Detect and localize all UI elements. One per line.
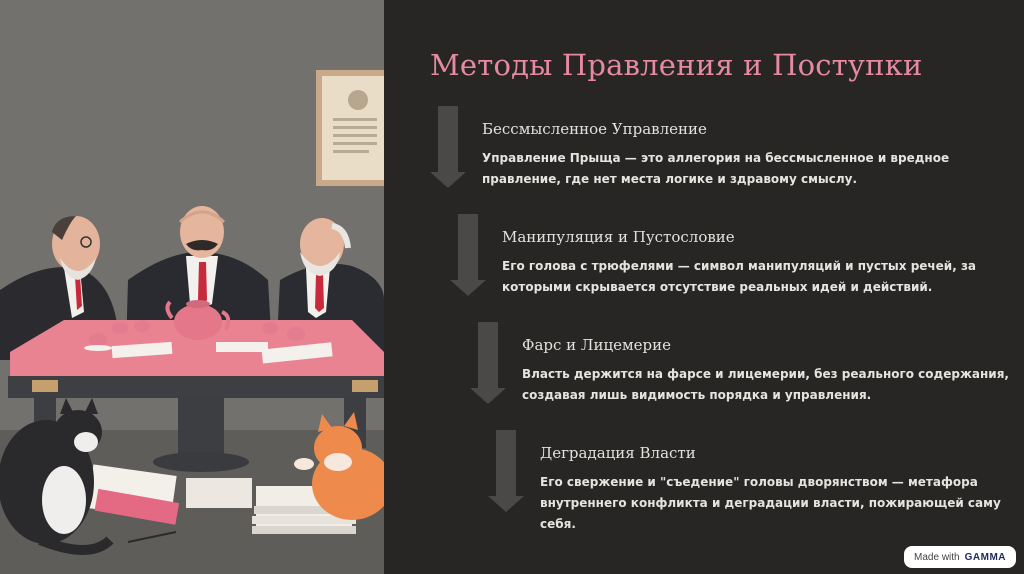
down-arrow-icon xyxy=(450,214,486,296)
illustration xyxy=(0,0,384,574)
slide-title: Методы Правления и Поступки xyxy=(430,48,923,82)
down-arrow-icon xyxy=(470,322,506,404)
badge-prefix: Made with xyxy=(914,551,960,563)
illustration-officials-tea-cats xyxy=(0,0,384,574)
step-text: Управление Прыща — это аллегория на бессмысленное и вредное правление, где нет места логике и здравому смыслу. xyxy=(482,151,950,186)
down-arrow-icon xyxy=(430,106,466,188)
step-text: Его свержение и "съедение" головы дворянством — метафора внутреннего конфликта и деградации власти, пожирающей саму себя. xyxy=(540,475,1001,531)
content-panel xyxy=(384,0,1024,574)
step-heading: Деградация Власти xyxy=(540,444,696,462)
step-text: Власть держится на фарсе и лицемерии, без реального содержания, создавая лишь видимость порядка и управления. xyxy=(522,367,1009,402)
step-text: Его голова с трюфелями — символ манипуляций и пустых речей, за которыми скрывается отсутствие реальных идей и действий. xyxy=(502,259,977,294)
down-arrow-icon xyxy=(488,430,524,512)
step-heading: Бессмысленное Управление xyxy=(482,120,707,138)
made-with-gamma-badge[interactable] xyxy=(904,546,1016,568)
step-heading: Манипуляция и Пустословие xyxy=(502,228,735,246)
gamma-logo: GAMMA xyxy=(964,551,1006,563)
step-heading: Фарс и Лицемерие xyxy=(522,336,671,354)
